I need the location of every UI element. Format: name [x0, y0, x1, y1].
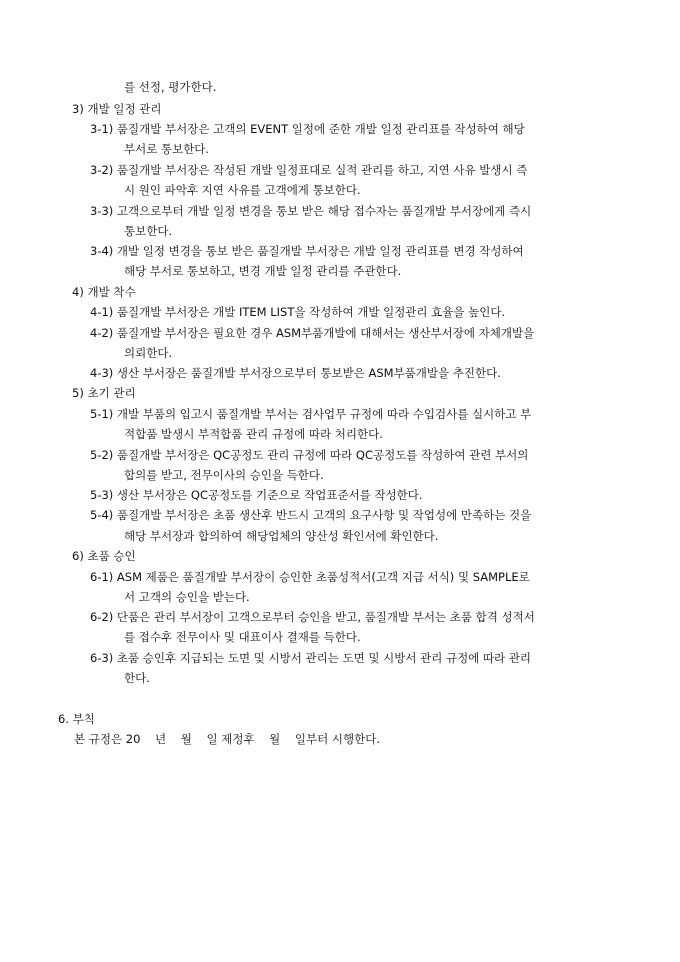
section-heading-3: 3) 개발 일정 관리: [72, 102, 162, 116]
item-3-3-line-2: 통보한다.: [124, 224, 173, 238]
chapter-heading: 6. 부칙: [58, 712, 95, 726]
item-3-1-line-1: 3-1) 품질개발 부서장은 고객의 EVENT 일정에 준한 개발 일정 관리표를 작성하여 해당: [90, 122, 525, 136]
item-5-1-line-1: 5-1) 개발 부품의 입고시 품질개발 부서는 검사업무 규정에 따라 수입검사를 실시하고 부: [90, 407, 532, 421]
item-6-3-line-2: 한다.: [124, 671, 150, 685]
item-5-4-line-2: 해당 부서장과 합의하여 해당업체의 양산성 확인서에 확인한다.: [124, 529, 439, 543]
item-5-3-line-1: 5-3) 생산 부서장은 QC공정도를 기준으로 작업표준서를 작성한다.: [90, 488, 423, 502]
item-6-2-line-1: 6-2) 단품은 관리 부서장이 고객으로부터 승인을 받고, 품질개발 부서는 초품 합격 성적서: [90, 610, 535, 624]
item-3-1-line-2: 부서로 통보한다.: [124, 142, 210, 156]
item-6-3-line-1: 6-3) 초품 승인후 지급되는 도면 및 시방서 관리는 도면 및 시방서 관리 규정에 따라 관리: [90, 651, 532, 665]
item-5-2-line-1: 5-2) 품질개발 부서장은 QC공정도 관리 규정에 따라 QC공정도를 작성하여 관련 부서의: [90, 448, 529, 462]
item-5-2-line-2: 합의를 받고, 전무이사의 승인을 득한다.: [124, 468, 324, 482]
continuation-text: 를 선정, 평가한다.: [124, 80, 217, 94]
item-6-1-line-1: 6-1) ASM 제품은 품질개발 부서장이 승인한 초품성적서(고객 지급 서식) 및 SAMPLE로: [90, 570, 530, 584]
section-heading-5: 5) 초기 관리: [72, 386, 136, 400]
item-4-2-line-1: 4-2) 품질개발 부서장은 필요한 경우 ASM부품개발에 대해서는 생산부서장에 자체개발을: [90, 326, 535, 340]
chapter-body: 본 규정은 20 년 월 일 제정후 월 일부터 시행한다.: [74, 732, 380, 746]
section-heading-6: 6) 초품 승인: [72, 549, 136, 563]
item-6-1-line-2: 서 고객의 승인을 받는다.: [124, 590, 250, 604]
item-5-4-line-1: 5-4) 품질개발 부서장은 초품 생산후 반드시 고객의 요구사항 및 작업성에 만족하는 것을: [90, 508, 532, 522]
item-3-4-line-1: 3-4) 개발 일정 변경을 통보 받은 품질개발 부서장은 개발 일정 관리표를 변경 작성하여: [90, 244, 524, 258]
item-3-2-line-1: 3-2) 품질개발 부서장은 작성된 개발 일정표대로 실적 관리를 하고, 지연 사유 발생시 즉: [90, 163, 528, 177]
item-3-2-line-2: 시 원인 파악후 지연 사유를 고객에게 통보한다.: [124, 183, 361, 197]
item-3-3-line-1: 3-3) 고객으로부터 개발 일정 변경을 통보 받은 해당 접수자는 품질개발 부서장에게 즉시: [90, 204, 532, 218]
item-4-3-line-1: 4-3) 생산 부서장은 품질개발 부서장으로부터 통보받은 ASM부품개발을 추진한다.: [90, 366, 501, 380]
item-4-2-line-2: 의뢰한다.: [124, 346, 173, 360]
section-heading-4: 4) 개발 착수: [72, 285, 136, 299]
item-5-1-line-2: 적합품 발생시 부적합품 관리 규정에 따라 처리한다.: [124, 427, 383, 441]
item-6-2-line-2: 를 접수후 전무이사 및 대표이사 결재를 득한다.: [124, 630, 361, 644]
item-3-4-line-2: 해당 부서로 통보하고, 변경 개발 일정 관리를 주관한다.: [124, 264, 402, 278]
item-4-1-line-1: 4-1) 품질개발 부서장은 개발 ITEM LIST을 작성하여 개발 일정관리 효율을 높인다.: [90, 305, 506, 319]
